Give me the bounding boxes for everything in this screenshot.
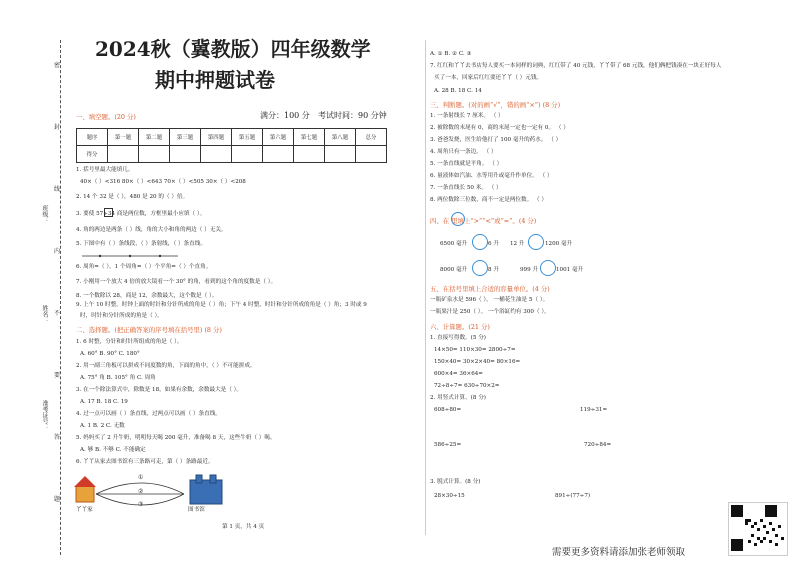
compare-2-left: 12 升 (510, 241, 525, 247)
choice-q3-options: A. 17 B. 18 C. 19 (80, 399, 128, 405)
choice-q4: 4. 过一点可以画（ ）条直线，过两点可以画（ ）条直线。 (76, 411, 221, 417)
column-divider (425, 40, 426, 535)
score-header-cell: 第六题 (263, 129, 294, 146)
qr-finder (731, 539, 743, 551)
compare-2-right: 1200 毫升 (545, 241, 573, 247)
qr-module (763, 537, 766, 540)
compare-3-circle[interactable] (472, 260, 488, 276)
score-cell[interactable] (108, 146, 139, 163)
calc-q1: 1. 直接写得数。(5 分) (430, 335, 486, 341)
qr-module (772, 528, 775, 531)
choice-q7-cont: 买了一本，回家后红红要还丫丫（ ）元钱。 (434, 75, 543, 81)
calc-q1-row4: 72÷8÷7= 630÷70×2= (434, 383, 500, 389)
choice-q5-options: A. 够 B. 不够 C. 不能确定 (80, 447, 146, 453)
qr-module (769, 522, 772, 525)
qr-finder (731, 505, 743, 517)
qr-module (754, 522, 757, 525)
watermark-text: 需要更多资料请添加张老师领取 (552, 547, 686, 558)
score-header-cell: 总分 (356, 129, 387, 146)
compare-1-circle[interactable] (472, 234, 488, 250)
choice-q3: 3. 在一个除法算式中，除数是 18，如果有余数，余数最大是（ ）。 (76, 387, 243, 393)
page-footer: 第 1 页，共 4 页 (222, 524, 265, 530)
section-3-title: 三、判断题。(对的画“√”，错的画“×”) (8 分) (430, 101, 561, 109)
route-3-label: ③ (138, 501, 144, 508)
qr-module (781, 537, 784, 540)
qr-module (769, 540, 772, 543)
score-cell[interactable] (139, 146, 170, 163)
binding-char: 封 (54, 124, 61, 131)
judge-q2: 2. 被除数的末尾有 0，商的末尾一定也一定有 0。 （ ） (430, 125, 569, 131)
compare-4-left: 999 升 (520, 267, 539, 273)
calc-q1-row2: 150×40= 30×2×40= 80×16= (434, 359, 521, 365)
qr-module (751, 534, 754, 537)
judge-q5: 5. 一条直线就是平角。 （ ） (430, 161, 503, 167)
qr-module (763, 525, 766, 528)
compare-4-circle[interactable] (540, 260, 556, 276)
judge-q3: 3. 爸爸发烧，医生给他打了 100 毫升的药水。 （ ） (430, 137, 562, 143)
score-cell[interactable] (263, 146, 294, 163)
digit-box (104, 208, 113, 217)
section-5-title: 五、在括号里填上合适的容量单位。(4 分) (430, 285, 550, 293)
choice-q7-options: A. 28 B. 18 C. 14 (434, 88, 482, 94)
library-label: 图书馆 (188, 507, 205, 513)
score-header-cell: 第一题 (108, 129, 139, 146)
home-label: 丫丫家 (76, 507, 93, 513)
calc-q2: 2. 用竖式计算。(8 分) (430, 395, 486, 401)
binding-line (60, 40, 61, 555)
score-cell[interactable] (170, 146, 201, 163)
title-line2: 期中押题试卷 (155, 68, 275, 92)
choice-q5: 5. 妈妈买了 2 升牛奶，明明每天喝 200 毫升，准备喝 8 天，这些牛奶（ ）喝。 (76, 435, 276, 441)
choice-q1-options: A. 60° B. 90° C. 180° (80, 351, 140, 357)
judge-q4: 4. 周角只有一条边。 （ ） (430, 149, 497, 155)
qr-module (775, 543, 778, 546)
fill-q7: 7. 小刚用一个放大 4 倍的放大镜看一个 30° 的角，看到的这个角的度数是（ ）。 (76, 279, 277, 285)
score-header-cell: 第七题 (294, 129, 325, 146)
qr-module (766, 531, 769, 534)
section-4-title: 四、在 里填上“>”“<”或“=”。(4 分) (430, 217, 537, 225)
calc-q3: 3. 脱式计算。(8 分) (430, 479, 481, 485)
choice-q4-options: A. 1 B. 2 C. 无数 (80, 423, 125, 429)
calc-q2-c: 586÷25= (434, 442, 462, 448)
score-row-label: 得分 (77, 146, 108, 163)
compare-1-left: 6500 毫升 (440, 241, 468, 247)
unit-row-1: 一瓶矿泉水是 596（ ）。 一桶花生油是 5（ ）。 (430, 297, 549, 303)
score-cell[interactable] (356, 146, 387, 163)
choice-q2-options: A. 75° 角 B. 105° 角 C. 周角 (80, 375, 156, 381)
class-label: 班级： (41, 205, 48, 223)
unit-row-2: 一瓶果汁是 250（ ）。 一个浴缸约有 300（ ）。 (430, 309, 550, 315)
calc-q2-b: 119÷31= (580, 407, 608, 413)
calc-q3-a: 28×30÷15 (434, 493, 465, 499)
binding-char: 题 (54, 496, 61, 503)
score-header-cell: 第四题 (201, 129, 232, 146)
section-1-title: 一、填空题。(20 分) (76, 113, 136, 121)
route-figure (72, 470, 232, 522)
choice-q1: 1. 6 时整，分针和时针所组成的角是（ ）。 (76, 339, 183, 345)
student-id-label: 准考证号： (41, 400, 48, 430)
compare-3-left: 8000 毫升 (440, 267, 468, 273)
judge-q8: 8. 两位数除三位数，商不一定是两位数。 （ ） (430, 197, 547, 203)
qr-code (728, 502, 788, 556)
qr-module (748, 540, 751, 543)
compare-4-right: 1001 毫升 (556, 267, 584, 273)
exam-time: 考试时间：90 分钟 (318, 111, 387, 120)
score-header-cell: 第三题 (170, 129, 201, 146)
qr-module (760, 540, 763, 543)
judge-q1: 1. 一条射线长 7 厘米。 （ ） (430, 113, 504, 119)
name-label: 姓名： (41, 305, 48, 323)
section-6-title: 六、计算题。(21 分) (430, 323, 490, 331)
fill-q8: 8. 一个数除以 28，商是 12，余数最大，这个数是（ ）。 (76, 293, 218, 299)
line-figure (80, 251, 180, 261)
binding-char: 要 (54, 372, 61, 379)
qr-module (754, 543, 757, 546)
calc-q1-row3: 600×4= 36×64= (434, 371, 483, 377)
binding-char: 内 (54, 248, 61, 255)
title-line1: 2024秋（冀教版）四年级数学 (95, 37, 371, 61)
compare-2-circle[interactable] (528, 234, 544, 250)
calc-q2-a: 608÷80= (434, 407, 462, 413)
binding-char: 不 (54, 310, 61, 317)
binding-char: 密 (54, 62, 61, 69)
fill-q3: 3. 要使 57÷34 商是两位数，方框里最小应填（ ）。 (76, 211, 206, 217)
qr-module (745, 522, 748, 525)
score-header-cell: 题序 (77, 129, 108, 146)
compare-1-right: 6 升 (488, 241, 499, 247)
qr-module (778, 525, 781, 528)
fill-q2: 2. 14 个 32 是（ ），480 是 20 的（ ）倍。 (76, 194, 189, 200)
fill-q9: 9. 上午 10 时整，时钟上面的时针和分针所成的角是（ ）角；下午 4 时整，时针和分针所成的角是（ ）角；3 时或 9 (76, 302, 367, 308)
route-2-label: ② (138, 488, 144, 495)
fill-q1-items: 40×（ ）<316 80×（ ）<643 70×（ ）<505 30×（ ）<208 (80, 179, 246, 185)
choice-prev-options: A. ① B. ② C. ③ (430, 51, 472, 57)
full-score: 满分：100 分 (260, 111, 310, 120)
qr-finder (765, 505, 777, 517)
fill-q6: 6. 周角=（ ），1 个周角=（ ）个平角=（ ）个直角。 (76, 264, 212, 270)
qr-module (751, 525, 754, 528)
choice-q7: 7. 红红和丫丫去书店每人要买一本同样的词典，红红带了 40 元钱，丫丫带了 68 元钱，他们俩把钱凑在一块正好每人 (430, 63, 722, 69)
choice-q2: 2. 用一副三角板可以拼成不同度数的角，下面的角中，（ ）不可能拼成。 (76, 363, 256, 369)
route-1-label: ① (138, 474, 144, 481)
fill-q9-cont: 时，时针和分针所成的角是（ ）。 (80, 313, 163, 319)
score-header-cell: 第八题 (325, 129, 356, 146)
qr-module (757, 528, 760, 531)
section-2-title: 二、选择题。(把正确答案的序号填在括号里) (8 分) (76, 326, 222, 334)
binding-char: 答 (54, 434, 61, 441)
choice-q6: 6. 丫丫从家去图书馆有三条路可走，第（ ）条路最近。 (76, 459, 214, 465)
compare-circle-icon (451, 212, 465, 226)
score-cell[interactable] (294, 146, 325, 163)
fill-q4: 4. 角的两边是两条（ ）线，角的大小和角的两边（ ）无关。 (76, 227, 227, 233)
score-cell[interactable] (325, 146, 356, 163)
calc-q2-d: 720÷84= (584, 442, 612, 448)
qr-module (760, 519, 763, 522)
qr-module (775, 534, 778, 537)
score-header-cell: 第五题 (232, 129, 263, 146)
score-header-cell: 第二题 (139, 129, 170, 146)
score-table (76, 128, 387, 163)
score-cell[interactable] (232, 146, 263, 163)
fill-q1: 1. 括号里最大能填几。 (76, 167, 134, 173)
fill-q5: 5. 下图中有（ ）条线段，（ ）条射线，（ ）条直线。 (76, 241, 206, 247)
calc-q1-row1: 14×50= 110×30= 2800÷7= (434, 347, 516, 353)
judge-q7: 7. 一条直线长 50 米。 （ ） (430, 185, 502, 191)
score-cell[interactable] (201, 146, 232, 163)
qr-module (748, 519, 751, 522)
binding-char: 线 (54, 186, 61, 193)
compare-3-right: 8 升 (488, 267, 499, 273)
judge-q6: 6. 量液体如汽油、水等用升或毫升作单位。 （ ） (430, 173, 553, 179)
calc-q3-b: 891÷(77÷7) (555, 493, 591, 499)
